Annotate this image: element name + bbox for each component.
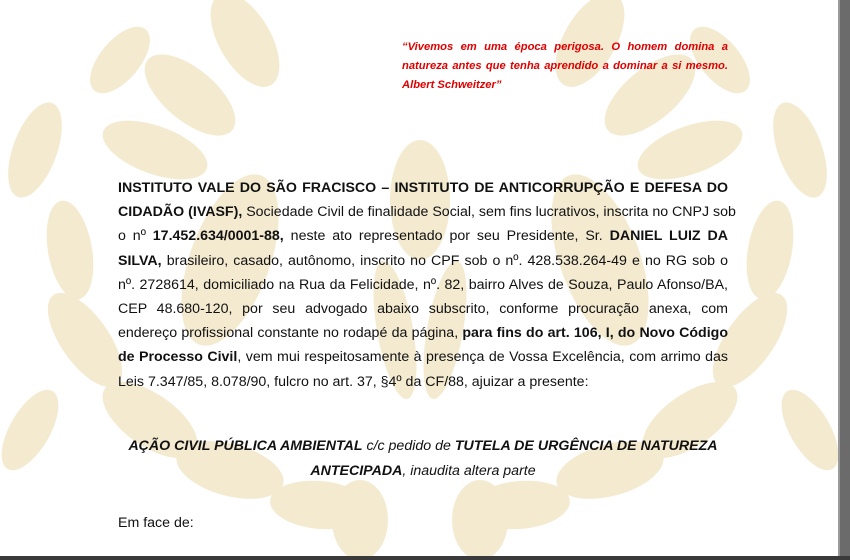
quote-line: natureza antes que tenha aprendido a dominar a si mesmo. xyxy=(402,60,728,72)
quote-line: “Vivemos em uma época perigosa. O homem domina a xyxy=(402,41,728,53)
title-text: , inaudita altera parte xyxy=(402,462,536,479)
institute-acronym: CIDADÃO (IVASF), xyxy=(118,204,243,221)
paragraph-line: Leis 7.347/85, 8.078/90, fulcro no art. 37, §4º da CF/88, ajuizar a presente: xyxy=(118,373,589,390)
line-text: endereço profissional constante no rodapé da página, xyxy=(118,325,463,342)
president-surname: SILVA, xyxy=(118,252,162,269)
line-text: brasileiro, casado, autônomo, inscrito no CPF sob o nº. 428.538.264-49 e no RG sob o xyxy=(161,252,728,269)
line-text: o nº xyxy=(118,228,153,245)
scrollbar-track[interactable] xyxy=(840,0,850,560)
action-title xyxy=(118,434,728,483)
paragraph-line xyxy=(118,224,728,248)
paragraph-line xyxy=(118,176,728,200)
line-text: neste ato representado por seu Presidente, Sr. xyxy=(283,228,610,245)
title-line xyxy=(118,459,728,484)
quote-author: Albert Schweitzer” xyxy=(402,79,502,91)
title-text: c/c pedido de xyxy=(362,438,455,454)
legal-basis-cont: de Processo Civil xyxy=(118,349,238,366)
paragraph-line xyxy=(118,249,728,273)
paragraph-line xyxy=(118,345,728,369)
action-name: AÇÃO CIVIL PÚBLICA AMBIENTAL xyxy=(128,438,363,454)
antecipada: ANTECIPADA xyxy=(310,462,403,479)
epigraph-quote xyxy=(402,38,728,95)
title-line xyxy=(118,434,728,459)
paragraph-line: CEP 48.680-120, por seu advogado abaixo subscrito, conforme procuração anexa, com xyxy=(118,301,728,318)
paragraph-line xyxy=(118,321,728,345)
tutela-name: TUTELA DE URGÊNCIA DE NATUREZA xyxy=(454,438,718,454)
qualification-paragraph xyxy=(118,176,736,394)
line-text: Sociedade Civil de finalidade Social, sem fins lucrativos, inscrita no CNPJ sob xyxy=(242,204,736,221)
paragraph-line xyxy=(118,200,736,224)
line-text: , vem mui respeitosamente à presença de Vossa Excelência, com arrimo das xyxy=(237,349,729,366)
legal-basis: para fins do art. 106, I, do Novo Código xyxy=(462,325,728,342)
cnpj-number: 17.452.634/0001-88, xyxy=(152,228,284,245)
institute-name: INSTITUTO VALE DO SÃO FRACISCO – INSTITUTO DE ANTICORRUPÇÃO E DEFESA DO xyxy=(118,180,728,196)
in-face-of: Em face de: xyxy=(118,515,194,531)
president-name: DANIEL LUIZ DA xyxy=(609,228,728,245)
paragraph-line: nº. 2728614, domiciliado na Rua da Felicidade, nº. 82, bairro Alves de Souza, Paulo Afonso/BA, xyxy=(118,276,728,293)
